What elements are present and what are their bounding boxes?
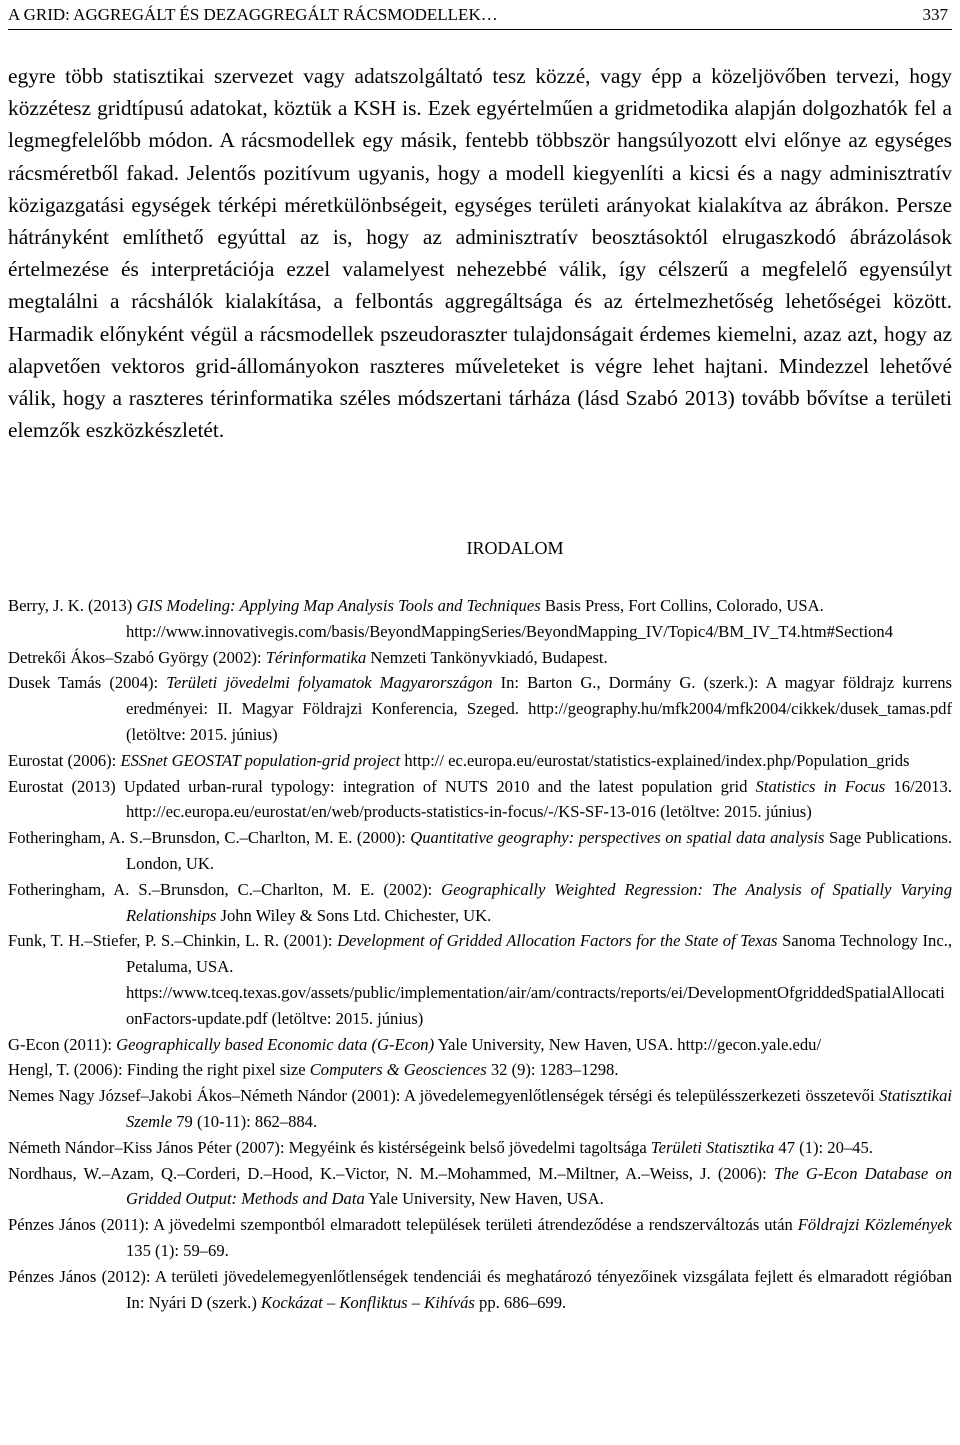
reference-item [8,645,952,671]
reference-item [8,928,952,1031]
ref-text: G-Econ (2011): [8,1034,117,1054]
ref-title: Statisztikai Szemle [126,1086,952,1131]
reference-list [8,593,952,1315]
ref-text: Fotheringham, A. S.–Brunsdon, C.–Charlton, M. E. (2000): [8,828,411,848]
ref-title: Geographically Weighted Regression: The Analysis of Spatially Varying Relationships [126,879,952,925]
ref-text: 32 (9): 1283–1298. [486,1060,619,1080]
ref-title: Területi Statisztika [650,1137,775,1157]
ref-title: ESSnet GEOSTAT population-grid project [120,750,401,770]
ref-text: Detrekői Ákos–Szabó György (2002): [8,647,266,667]
ref-title: Quantitative geography: perspectives on spatial data analysis [410,828,825,848]
ref-text: Pénzes János (2011): A jövedelmi szempontból elmaradott települések területi átrendeződése a rendszerváltozás után [8,1215,798,1235]
ref-text: 79 (10-11): 862–884. [172,1111,318,1131]
body-paragraph: egyre több statisztikai szervezet vagy adatszolgáltató tesz közzé, vagy épp a közeljövőben tervezi, hogy közzétesz gridtípusú adatokat, köztük a KSH is. Ezek egyértelműen a gridmetodika alapján dolgozhatók fel a legmegfelelőbb módon. A rácsmodellek egy másik, fentebb többször hangsúlyozott elvi előnye az egységes rácsméretből fakad. Jelentős pozitívum ugyanis, hogy a modell kiegyenlíti a kicsi és a nagy adminisztratív közigazgatási egységek térképi méretkülönbségeit, egységes területi arányokat kialakítva az ábrákon. Persze hátrányként említhető egyúttal az is, hogy az adminisztratív beosztásoktól elrugaszkodó ábrázolások értelmezése és interpretációja ezzel valamelyest nehezebbé válik, így célszerű a megfelelő egyensúlyt megtalálni a rácshálók kialakítása, a felbontás aggregáltsága és az értelmezhetőség lehetőségei között. Harmadik előnyként végül a rácsmodellek pszeudoraszter tulajdonságait érdemes kiemelni, azaz azt, hogy az alapvetően vektoros grid-állományokon raszteres műveleteket is végre lehet hajtani. Mindezzel lehetővé válik, hogy a raszteres térinformatika széles módszertani tárháza (lásd Szabó 2013) tovább bővítse a területi elemzők eszközkészletét. [8,64,952,443]
ref-text: Basis Press, Fort Collins, Colorado, USA. [540,596,824,615]
ref-url[interactable]: https://www.tceq.texas.gov/assets/public/implementation/air/am/contracts/reports/ei/DevelopmentOfgriddedSpatialAllocationFactors-update.pdf (letöltve: 2015. június) [126,982,945,1028]
ref-text: Dusek Tamás (2004): [8,673,167,693]
ref-text: Yale University, New Haven, USA. http://gecon.yale.edu/ [434,1034,822,1054]
ref-text: Sanoma Technology Inc., Petaluma, USA. [126,931,952,977]
ref-title: The G-Econ Database on Gridded Output: Methods and Data [126,1163,952,1209]
reference-item [8,1057,952,1083]
reference-item [8,825,952,877]
ref-title: Computers & Geosciences [309,1060,487,1080]
reference-item [8,774,952,826]
reference-item [8,1032,952,1058]
ref-text: In: Barton G., Dormány G. (szerk.): A magyar földrajz kurrens eredményei: II. Magyar Földrajzi Konferencia, Szeged. http://geography.hu/mfk2004/mfk2004/cikkek/dusek_tamas.pdf (letöltve: 2015. június) [126,673,952,744]
ref-text: Hengl, T. (2006): Finding the right pixel size [8,1060,310,1080]
ref-text: Funk, T. H.–Stiefer, P. S.–Chinkin, L. R. (2001): [8,931,338,951]
ref-title: Development of Gridded Allocation Factors for the State of Texas [337,931,778,951]
reference-item [8,1135,952,1161]
reference-item [8,1212,952,1264]
ref-text: 135 (1): 59–69. [126,1240,229,1260]
reference-item [8,748,952,774]
ref-text: Eurostat (2006): [8,750,121,770]
ref-title: Statistics in Focus [755,776,886,796]
ref-text: John Wiley & Sons Ltd. Chichester, UK. [216,905,492,925]
ref-text: Pénzes János (2012): A területi jövedelemegyenlőtlenségek tendenciái és meghatározó tényezőinek vizsgálata fejlett és elmaradott régióban In: Nyári D (szerk.) [8,1266,952,1312]
ref-text: Nordhaus, W.–Azam, Q.–Corderi, D.–Hood, K.–Victor, N. M.–Mohammed, M.–Miltner, A.–Weiss, J. (2006): [8,1163,774,1183]
ref-title: Geographically based Economic data (G-Econ) [116,1034,435,1054]
ref-text: Sage Publications. London, UK. [126,828,952,873]
ref-title: Kockázat – Konfliktus – Kihívás [261,1292,475,1312]
reference-item [8,593,952,645]
ref-text: Yale University, New Haven, USA. [364,1189,604,1209]
ref-text: Fotheringham, A. S.–Brunsdon, C.–Charlton, M. E. (2002): [8,879,442,899]
ref-text: 16/2013. http://ec.europa.eu/eurostat/en/web/products-statistics-in-focus/-/KS-SF-13-016 (letöltve: 2015. június) [126,776,952,822]
running-title: A GRID: AGGREGÁLT ÉS DEZAGGREGÁLT RÁCSMODELLEK… [8,5,498,24]
ref-title: Területi jövedelmi folyamatok Magyarországon [166,673,493,693]
ref-text: pp. 686–699. [474,1292,567,1312]
ref-title: GIS Modeling: Applying Map Analysis Tools and Techniques [136,596,541,615]
ref-text: Nemes Nagy József–Jakobi Ákos–Németh Nándor (2001): A jövedelemegyenlőtlenségek térségi és településszerkezeti összetevői [8,1086,880,1106]
ref-text: Németh Nándor–Kiss János Péter (2007): Megyéink és kistérségeink belső jövedelmi tagoltsága [8,1137,651,1157]
reference-item [8,1264,952,1316]
reference-item [8,1083,952,1135]
body-text [8,60,952,446]
ref-text: Eurostat (2013) Updated urban-rural typology: integration of NUTS 2010 and the latest population grid [8,776,756,796]
ref-title: Térinformatika [265,647,367,667]
ref-title: Földrajzi Közlemények [797,1215,952,1235]
ref-text: Nemzeti Tankönyvkiadó, Budapest. [366,647,608,667]
page-number: 337 [922,5,948,24]
ref-url[interactable]: http://www.innovativegis.com/basis/BeyondMappingSeries/BeyondMapping_IV/Topic4/BM_IV_T4.htm#Section4 [126,621,893,641]
reference-item [8,670,952,747]
ref-text: 47 (1): 20–45. [774,1137,873,1157]
reference-item [8,1161,952,1213]
section-title: IRODALOM [466,538,564,558]
reference-item [8,877,952,929]
ref-text: Berry, J. K. (2013) [8,596,137,615]
running-header [8,4,952,30]
ref-text: http:// ec.europa.eu/eurostat/statistics-explained/index.php/Population_grids [400,750,910,770]
